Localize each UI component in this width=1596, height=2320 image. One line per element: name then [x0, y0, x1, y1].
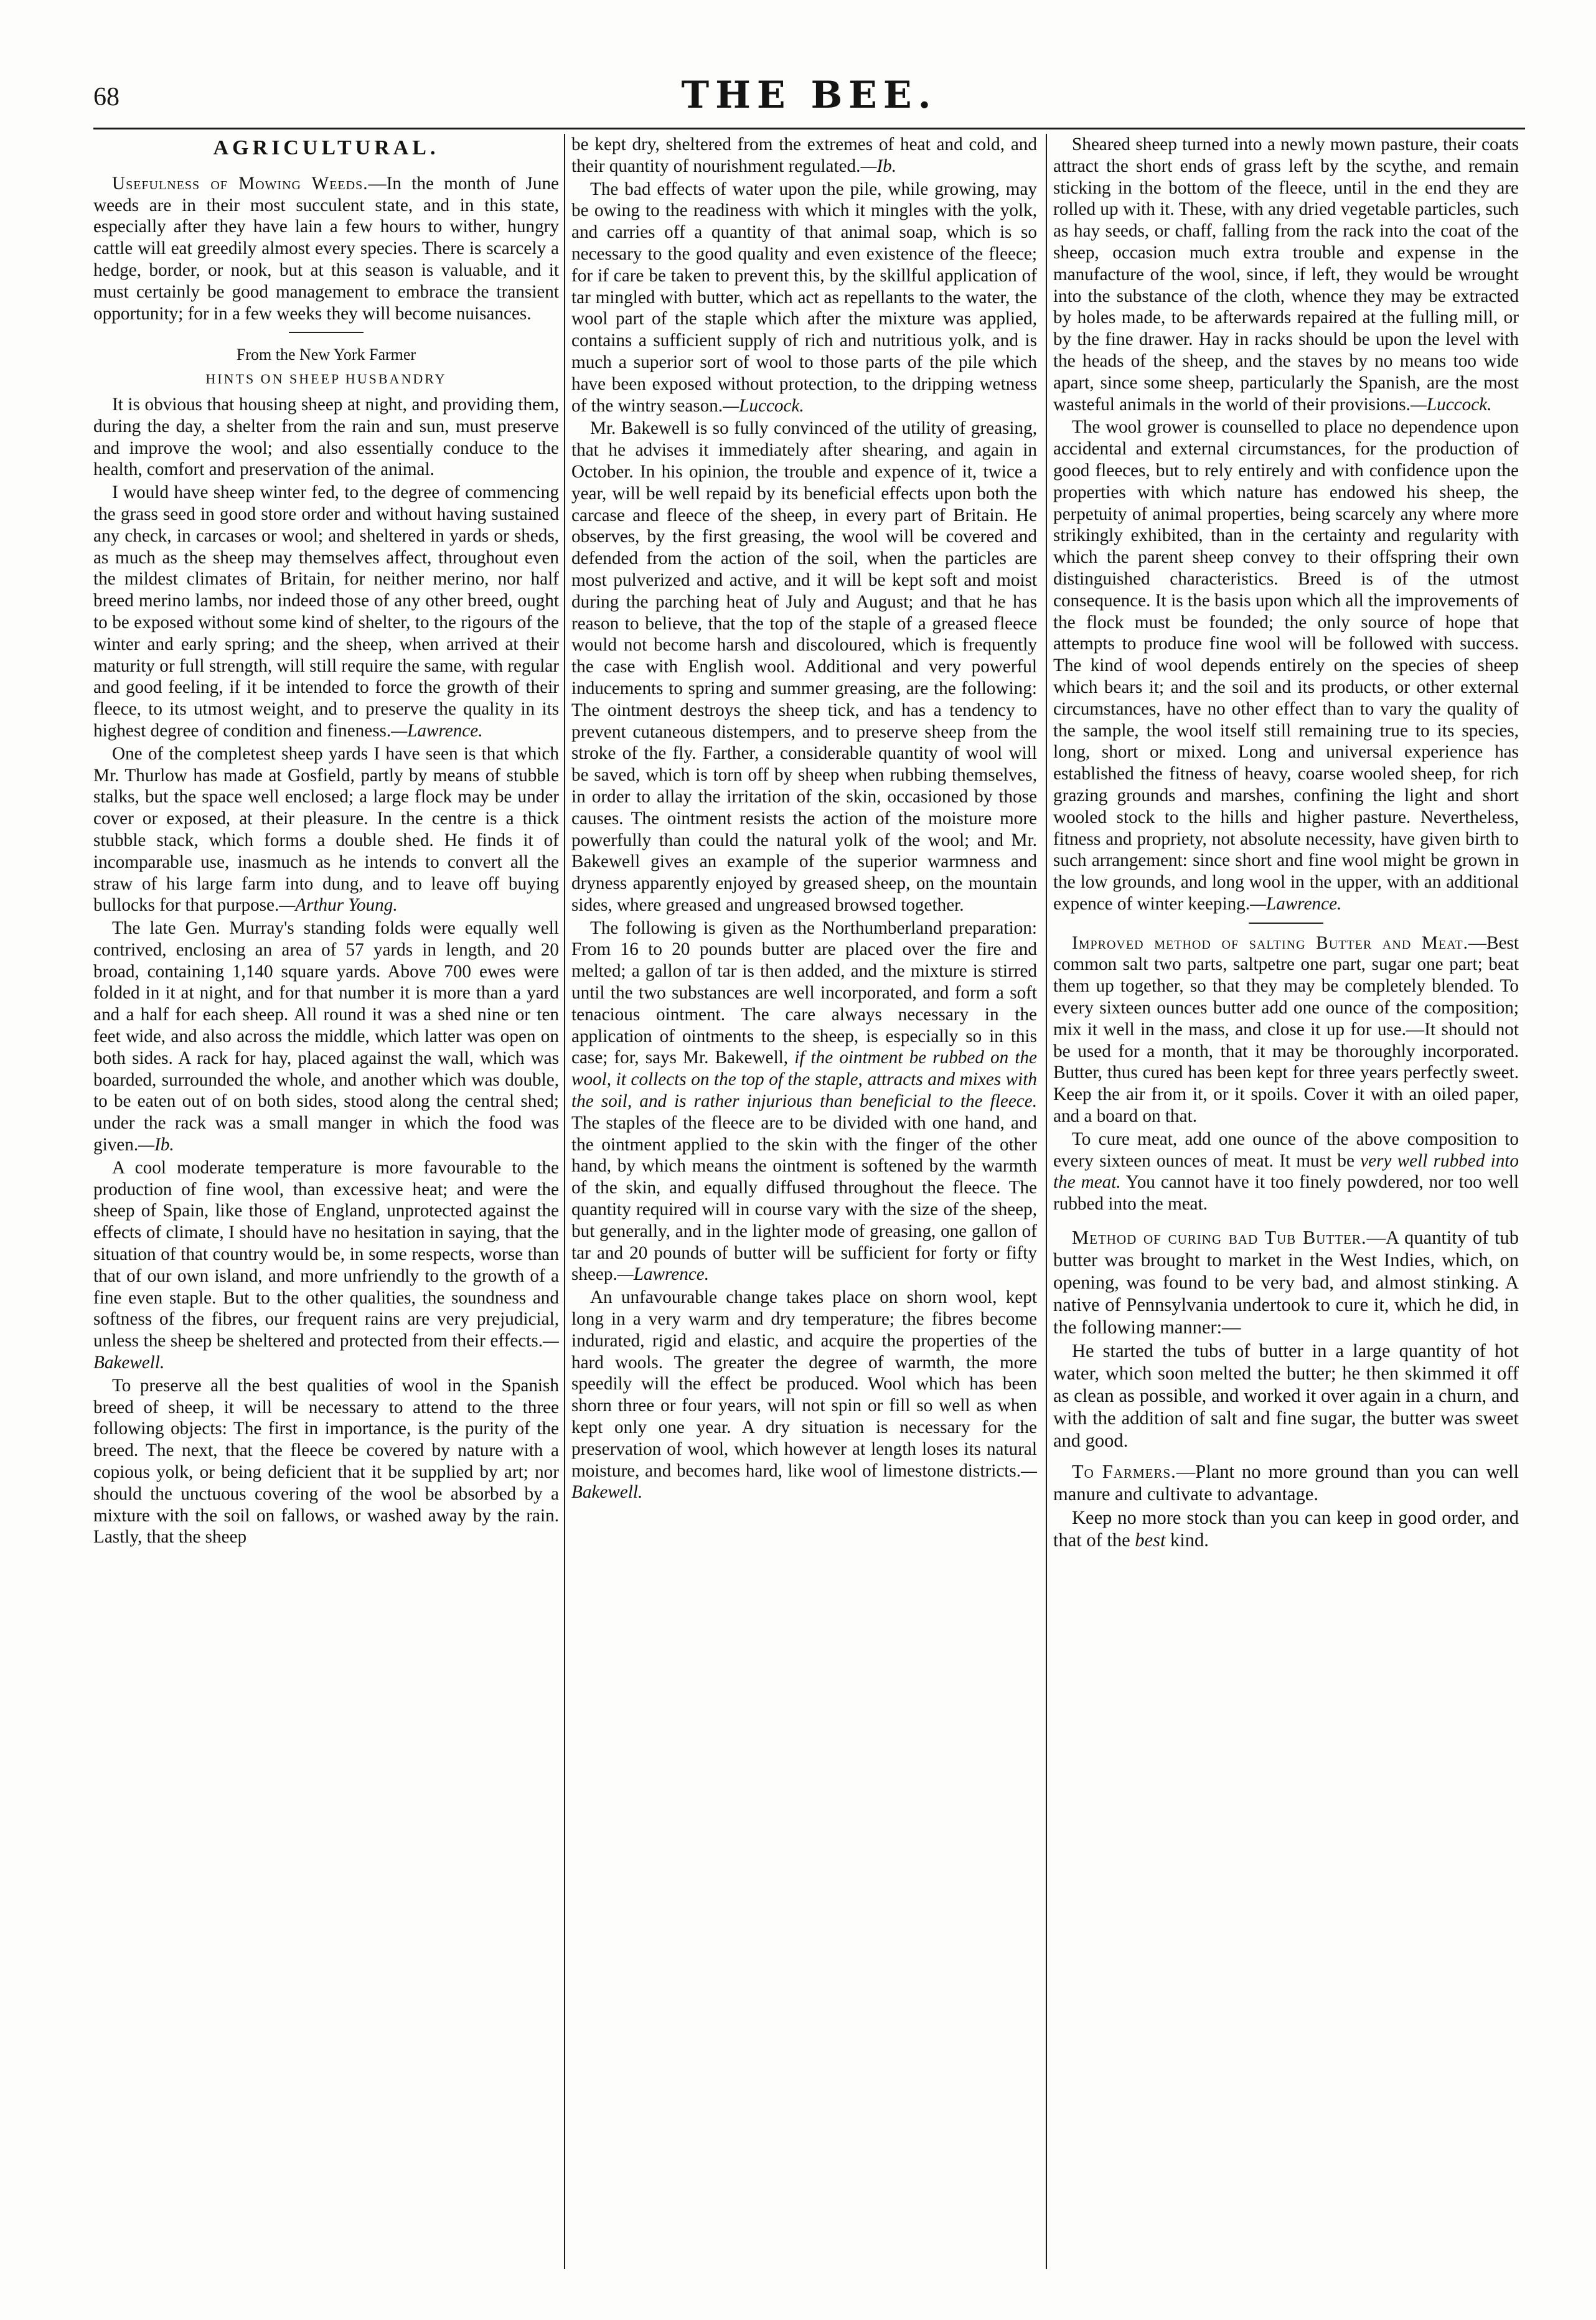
article-title: Usefulness of Mowing Weeds.: [112, 173, 368, 194]
citation: —Lawrence.: [1250, 893, 1342, 914]
paragraph: [93, 918, 559, 1156]
article-to-farmers: [1053, 1460, 1519, 1505]
paragraph: [571, 134, 1037, 177]
paragraph: [571, 918, 1037, 1286]
paragraph-text: be kept dry, sheltered from the extremes of heat and cold, and their quantity of nourishment regulated.: [571, 134, 1037, 176]
citation: —Lawrence.: [617, 1264, 710, 1285]
paragraph: It is obvious that housing sheep at night, and providing them, during the day, a shelter from the rain and sun, must preserve and improve the wool; and also essentially conduce to the health, comfort and preservation of the animal.: [93, 394, 559, 480]
citation: —Ib.: [138, 1135, 174, 1155]
column-2: [571, 134, 1037, 2275]
citation: —Lawrence.: [391, 720, 483, 741]
article-title: Improved method of salting Butter and Meat.: [1072, 932, 1468, 953]
article-title: Method of curing bad Tub Butter.: [1072, 1227, 1367, 1249]
column-1: [93, 134, 559, 2275]
paragraph: [571, 179, 1037, 417]
paragraph-text: The wool grower is counselled to place no dependence upon accidental and external circumstances, for the production of good fleeces, but to rely entirely and with confidence upon the properties with which nature has endowed his sheep, the perpetuity of animal properties, being scarcely any where more strikingly exhibited, than in the certainty and regularity with which the parent sheep convey to their offspring their own distinguished characteristics. Breed is of the utmost consequence. It is the basis upon which all the improvements of the flock must be founded; the only source of hope that attempts to produce fine wool will be followed with success. The kind of wool depends entirely on the species of sheep which bears it; and the soil and its products, or other external circumstances, have no other effect than to vary the quality of the sample, the wool itself still remaining true to its species, long, short or mixed. Long and universal experience has established the fitness of heavy, coarse wooled sheep, for rich grazing grounds and marshes, confining the light and short wooled stock to the hills and higher pasture. Nevertheless, fitness and propriety, not absolute necessity, have given birth to such arrangement: since short and fine wool might be grown in the low grounds, and long wool in the upper, with an additional expence of winter keeping.: [1053, 417, 1519, 914]
citation: —Ib.: [860, 156, 897, 176]
article-body: —In the month of June weeds are in their most succulent state, and in this state, especially after they have lain a few hours to wither, hungry cattle will eat greedily almost every species. There is scarcely a hedge, border, or nook, but at this season is valuable, and it must certainly be good management to embrace the transient opportunity; for in a few weeks they will become nuisances.: [93, 173, 559, 324]
column-3-lower: [1053, 1226, 1519, 1551]
citation: —Luccock.: [1410, 394, 1492, 415]
emphasis-text: best: [1135, 1529, 1166, 1551]
article-body: —Best common salt two parts, saltpetre one part, sugar one part; beat them up together, so that they may be completely blended. To every sixteen ounces butter add one ounce of the composition; mix it well in the mass, and close it up for use.—It should not be used for a month, that it may be thoroughly incorporated. Butter, thus cured has been kept for three years perfectly sweet. Keep the air from it, or it spoils. Cover it with an oiled paper, and a board on that.: [1053, 932, 1519, 1127]
article-salting-butter: [1053, 932, 1519, 1127]
paragraph-text: kind.: [1170, 1529, 1209, 1551]
column-rule-1: [564, 134, 565, 2269]
column-3: [1053, 134, 1519, 2275]
paragraph: [93, 1157, 559, 1374]
article-title: To Farmers.: [1072, 1461, 1176, 1483]
paragraph-text: One of the completest sheep yards I have seen is that which Mr. Thurlow has made at Gosfield, partly by means of stubble stalks, but the space well enclosed; a large flock may be under cover or exposed, at their pleasure. In the centre is a thick stubble stack, which forms a double shed. He finds it of incomparable use, inasmuch as he intends to convert all the straw of his large farm into dung, and to leave off buying bullocks for that purpose.: [93, 743, 559, 916]
paragraph: [1053, 1506, 1519, 1551]
article-subheading: HINTS ON SHEEP HUSBANDRY: [205, 371, 447, 387]
paragraph-text: The following is given as the Northumberland preparation: From 16 to 20 pounds butter are placed over the fire and melted; a gallon of tar is then added, and the mixture is stirred until the two substances are well incorporated, and form a soft tenacious ointment. The care always necessary in the application of ointments to the sheep, is especially so in this case; for, says Mr. Bakewell,: [571, 918, 1037, 1068]
citation: —Bakewell.: [93, 1331, 559, 1373]
column-rule-2: [1046, 134, 1047, 2269]
paragraph-text: Sheared sheep turned into a newly mown pasture, their coats attract the short ends of grass left by the scythe, and remain sticking in the bottom of the fleece, until in the end they are rolled up with it. These, with any dried vegetable particles, such as hay seeds, or chaff, falling from the rack into the coat of the sheep, occasion much extra trouble and expense in the manufacture of the wool, since, if left, they would be wrought into the substance of the cloth, whence they may be extracted by holes made, to be afterwards repaired at the fulling mill, or by the fine drawer. Hay in racks should be upon the level with the heads of the sheep, and the staves by no means too wide apart, since some sheep, particularly the Spanish, are the most wasteful animals in the world of their provisions.: [1053, 134, 1519, 415]
paragraph-text: A cool moderate temperature is more favourable to the production of fine wool, than excessive heat; and were the sheep of Spain, like those of England, unprotected against the effects of climate, I should have no hesitation in saying, that the situation of that country would be, in some respects, worse than that of our own island, and more unfriendly to the growth of a fine even staple. But to the other qualities, the soundness and softness of the fibres, our frequent rains are very prejudicial, unless the sheep be sheltered and protected from their effects.: [93, 1157, 559, 1351]
header-rule: [93, 128, 1525, 129]
paragraph: He started the tubs of butter in a large quantity of hot water, which soon melted the butter; he then skimmed it off as clean as possible, and worked it over again in a churn, and with the addition of salt and fine sugar, the butter was sweet and good.: [1053, 1340, 1519, 1452]
article-tub-butter: [1053, 1226, 1519, 1338]
citation: —Arthur Young.: [279, 895, 398, 916]
section-title: AGRICULTURAL.: [213, 136, 439, 159]
masthead: [93, 73, 1525, 123]
paragraph: [1053, 416, 1519, 914]
paragraph-text: I would have sheep winter fed, to the degree of commencing the grass seed in good store order and without having sustained any check, in carcases or wool; and sheltered in yards or sheds, as much as the sheep may themselves affect, throughout even the mildest climates of Britain, for neither merino, nor half breed merino lambs, nor indeed those of any other breed, ought to be exposed without some kind of shelter, to the rigours of the winter and early spring; and the sheep, when arrived at their maturity or full strength, will still require the same, with regular and good feeling, if it be intended to force the growth of their fleece, to its utmost weight, and to preserve the quality in its highest degree of condition and fineness.: [93, 482, 559, 741]
paragraph-text: Keep no more stock than you can keep in good order, and that of the: [1053, 1507, 1519, 1551]
paragraph: [1053, 134, 1519, 415]
paragraph-text: An unfavourable change takes place on shorn wool, kept long in a very warm and dry temperature; the fibres become indurated, rigid and elastic, and acquire the properties of the hard wools. The greater the degree of warmth, the more speedily will the effect be produced. Wool which has been shorn three or four years, will not spin or fill so well as when kept only one year. A dry situation is necessary for the preservation of wool, which however at length loses its natural moisture, and becomes hard, like wool of limestone districts.: [571, 1287, 1037, 1481]
paragraph-text: The late Gen. Murray's standing folds were equally well contrived, enclosing an area of 57 yards in length, and 20 broad, containing 1,140 square yards. Above 700 ewes were folded in it at night, and for that number it is more than a yard and a half for each sheep. All round it was a shed nine or ten feet wide, and also across the middle, which latter was open on both sides. A rack for hay, placed against the wall, which was boarded, surrounded the whole, and another which was double, to be eaten out of on both sides, stood along the central shed; under the rack was a small manger in which the food was given.: [93, 918, 559, 1155]
paragraph-text: You cannot have it too finely powdered, nor too well rubbed into the meat.: [1053, 1172, 1519, 1214]
paragraph: [93, 482, 559, 742]
paragraph: [571, 1287, 1037, 1503]
article-body: —A quantity of tub butter was brought to market in the West Indies, which, on opening, was found to be very bad, and almost stinking. A native of Pennsylvania undertook to cure it, which he did, in the following manner:—: [1053, 1227, 1519, 1338]
article-mowing-weeds: [93, 173, 559, 325]
article-body: —Plant no more ground than you can well manure and cultivate to advantage.: [1053, 1461, 1519, 1505]
paragraph-text: The bad effects of water upon the pile, while growing, may be owing to the readiness with which it mingles with the yolk, and carries off a quantity of that animal soap, which is so necessary to the good quality and even existence of the fleece; for if care be taken to prevent this, by the skillful application of tar mingled with butter, which act as repellants to the water, the wool part of the staple which after the mixture was applied, contains a sufficient supply of rich and nutritious yolk, and is much a superior sort of wool to those parts of the pile which have been exposed without protection, to the dripping wetness of the wintry season.: [571, 179, 1037, 416]
paragraph: [93, 743, 559, 916]
article-separator: [289, 332, 364, 333]
source-line: From the New York Farmer: [236, 345, 416, 364]
paper-title: THE BEE.: [681, 73, 937, 117]
paragraph: Mr. Bakewell is so fully convinced of the utility of greasing, that he advises it immediately after shearing, and again in October. In his opinion, the trouble and expence of it, twice a year, will be well repaid by its beneficial effects upon both the carcase and fleece of the sheep, in every part of Britain. He observes, by the first greasing, the wool will be covered and defended from the action of the soil, when the particles are most pulverized and active, and it will be kept soft and moist during the parching heat of July and August; and that he has reason to believe, that the top of the staple of a greased fleece would not become harsh and discoloured, which is frequently the case with English wool. Additional and very powerful inducements to spring and summer greasing, are the following: The ointment destroys the sheep tick, and has a tendency to prevent cutaneous distempers, and to preserve sheep from the stroke of the fly. Farther, a considerable quantity of wool will be saved, which is torn off by sheep when rubbing themselves, in order to allay the irritation of the skin, occasioned by those causes. The ointment resists the action of the moisture more powerfully than could the natural yolk of the wool; and Mr. Bakewell gives an example of the superior warmness and dryness apparently enjoyed by greased sheep, on the mountain sides, where greased and ungreased browsed together.: [571, 418, 1037, 915]
citation: —Luccock.: [723, 395, 804, 416]
paragraph: To preserve all the best qualities of wool in the Spanish breed of sheep, it will be necessary to attend to the three following objects: The first in importance, is the purity of the breed. The next, that the fleece be covered by nature with a copious yolk, or being deficient that it be supplied by art; nor should the unctuous covering of the wool be absorbed by a mixture with the soil on fallows, or washed away by the rain. Lastly, that the sheep: [93, 1375, 559, 1547]
paragraph: [1053, 1129, 1519, 1215]
page-number: 68: [93, 83, 120, 111]
paragraph-text: The staples of the fleece are to be divided with one hand, and the ointment applied to the skin with the finger of the other hand, by which means the ointment is softened by the warmth of the skin, and equally diffused throughout the fleece. The quantity required will in course vary with the size of the sheep, but generally, and in the lighter mode of greasing, one gallon of tar and 20 pounds of butter will be sufficient for forty or fifty sheep.: [571, 1112, 1037, 1285]
emphasis-text: very well rubbed into the meat.: [1053, 1150, 1519, 1193]
article-separator: [1249, 923, 1323, 924]
citation: —Bakewell.: [571, 1460, 1037, 1503]
paragraph-text: To cure meat, add one ounce of the above composition to every sixteen ounces of meat. It must be: [1053, 1129, 1519, 1171]
quoted-text: if the ointment be rubbed on the wool, it collects on the top of the staple, attracts and mixes with the soil, and is rather injurious than beneficial to the fleece.: [571, 1048, 1037, 1112]
